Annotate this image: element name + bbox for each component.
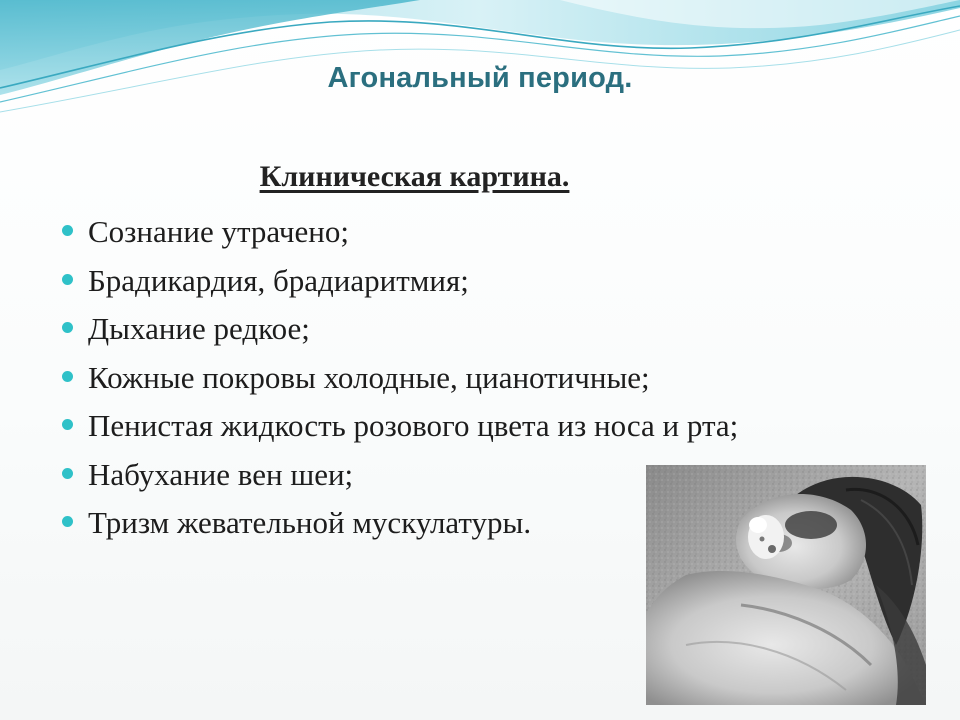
list-item [62, 257, 922, 306]
list-item-text: Набухание вен шеи; [88, 456, 354, 492]
bullet-dot-icon [62, 322, 73, 333]
list-item-text: Кожные покровы холодные, цианотичные; [88, 359, 650, 395]
list-item-text: Пенистая жидкость розового цвета из носа и рта; [88, 408, 739, 443]
slide-title: Агональный период. [327, 62, 633, 94]
bullet-dot-icon [62, 419, 73, 430]
bullet-dot-icon [62, 371, 73, 382]
bullet-dot-icon [62, 516, 73, 527]
bullet-dot-icon [62, 468, 73, 479]
list-item-text: Брадикардия, брадиаритмия; [88, 262, 469, 298]
list-item-text: Сознание утрачено; [88, 214, 349, 249]
list-item-text: Дыхание редкое; [88, 311, 310, 346]
section-subtitle: Клиническая картина. [259, 160, 570, 193]
list-item [62, 305, 922, 354]
bullet-dot-icon [62, 274, 73, 285]
list-item [62, 402, 922, 451]
bullet-dot-icon [62, 225, 73, 236]
list-item [62, 354, 922, 403]
list-item-text: Тризм жевательной мускулатуры. [88, 505, 532, 540]
list-item [62, 208, 922, 257]
patient-photo [646, 465, 926, 705]
